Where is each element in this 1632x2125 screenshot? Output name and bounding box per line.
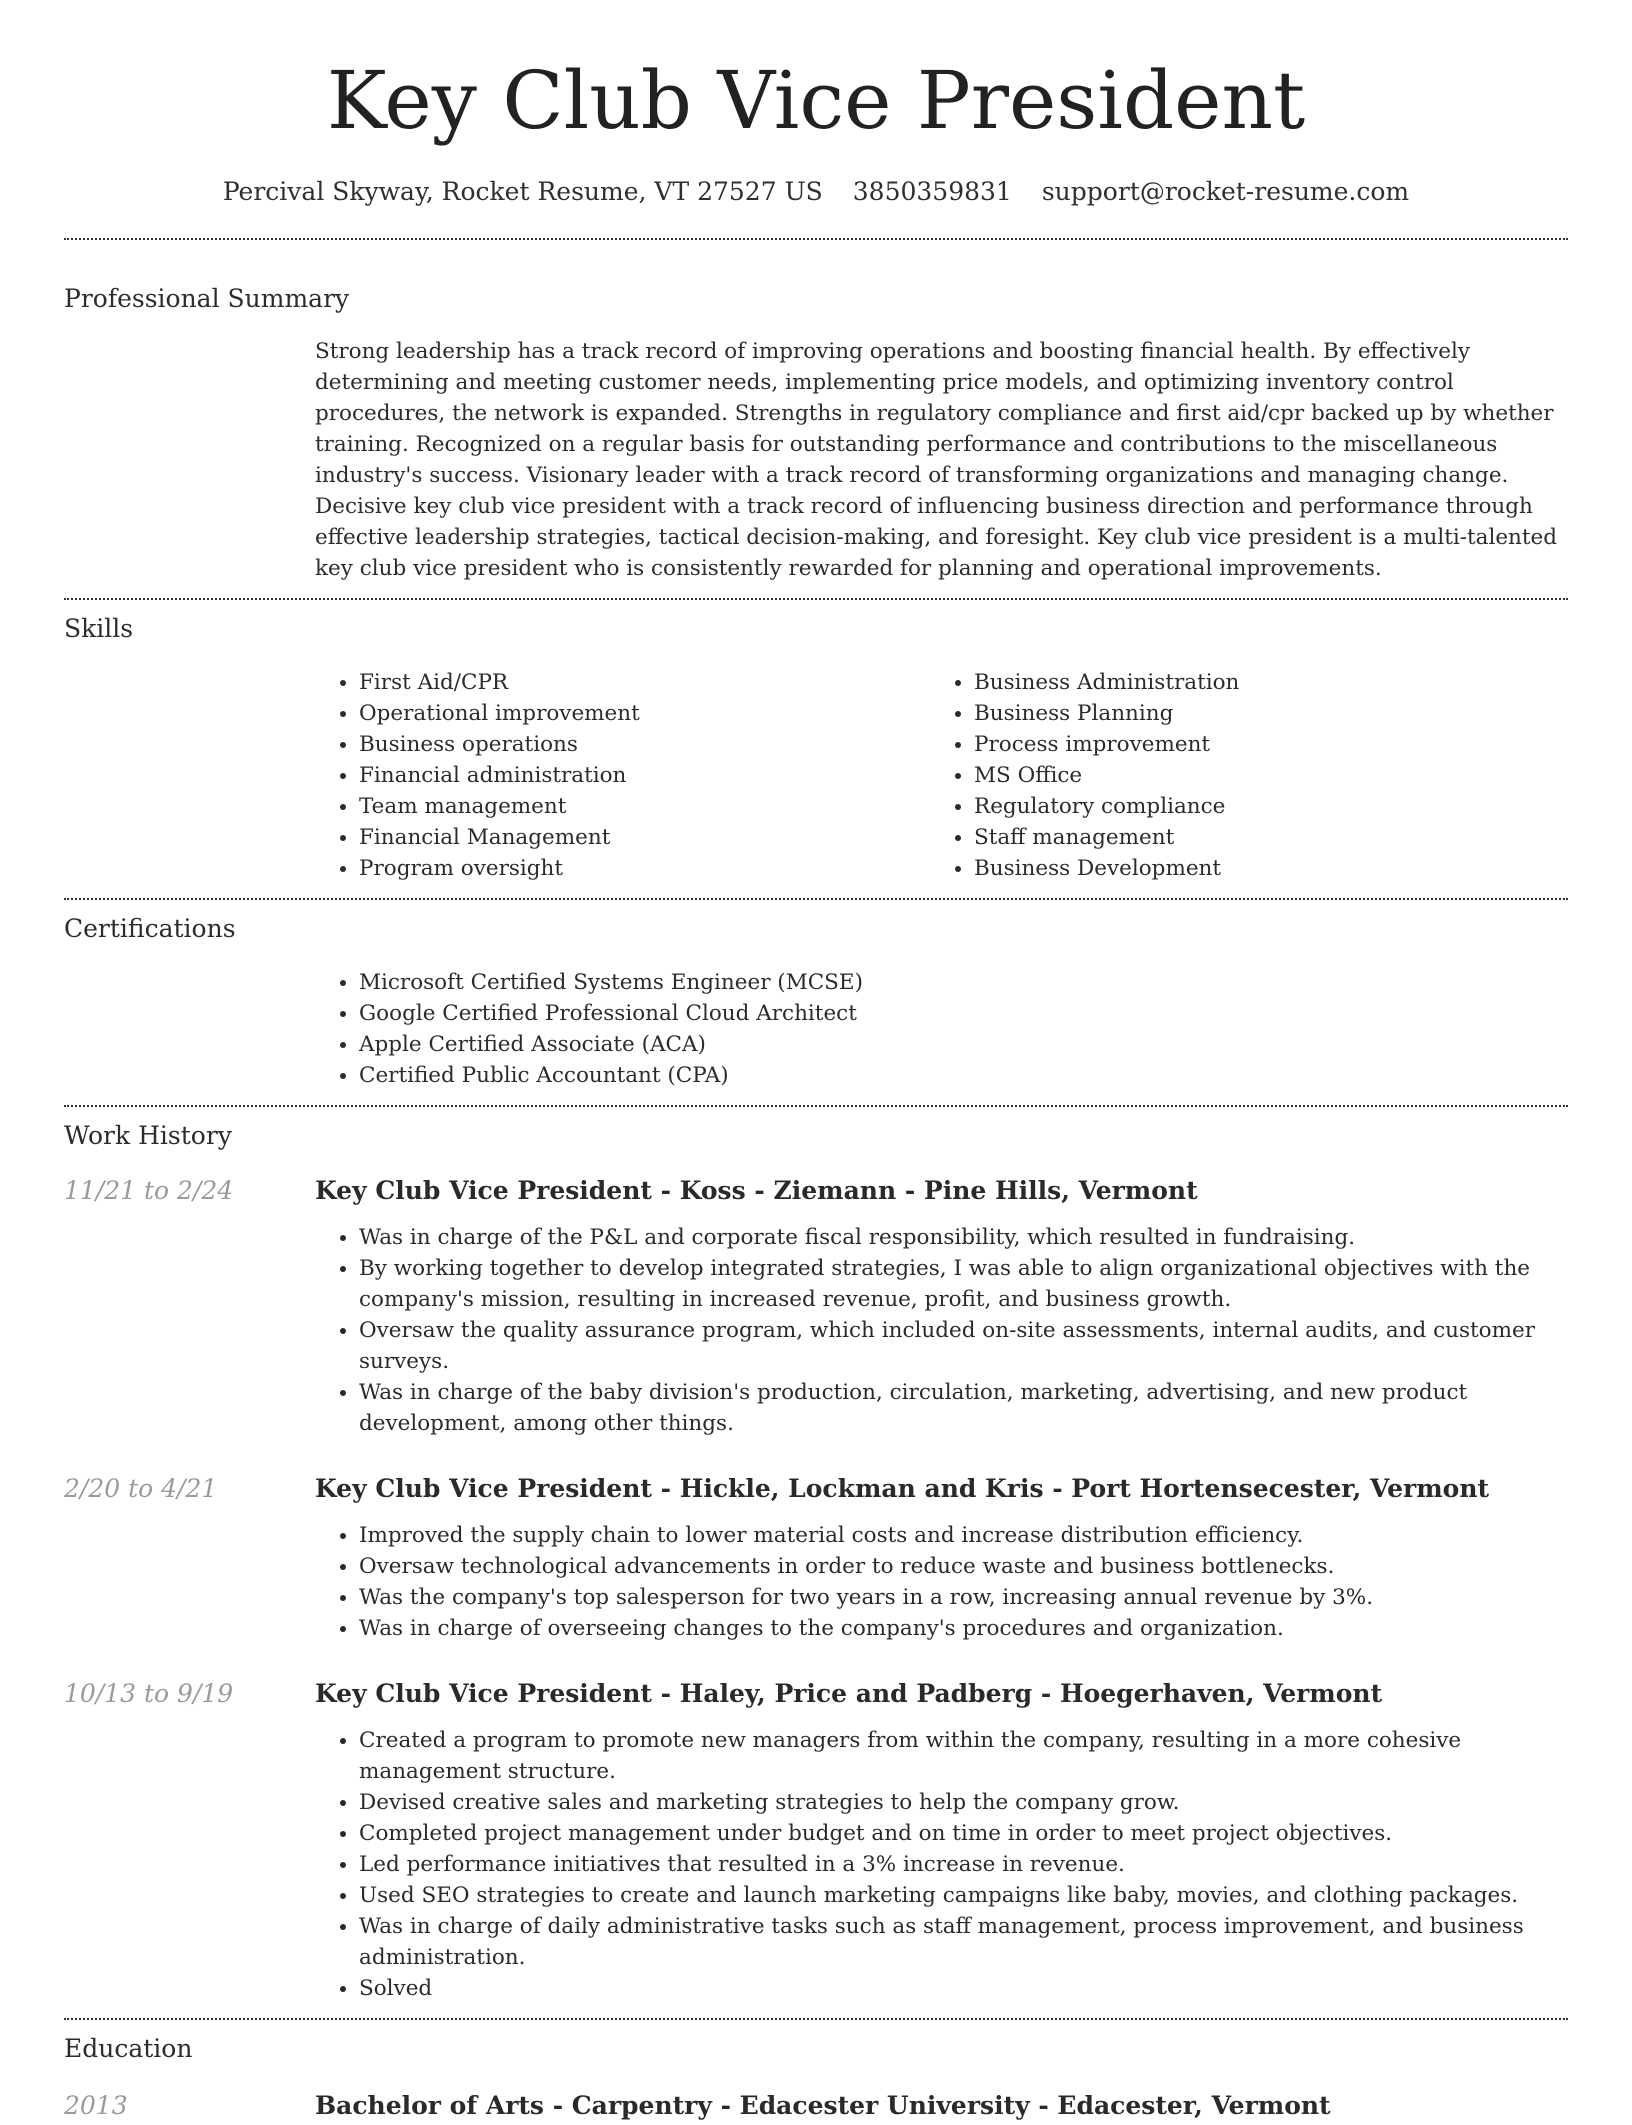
education-body (315, 2087, 1568, 2125)
education-section (64, 2020, 1568, 2125)
job-bullet: • By working together to develop integrated strategies, I was able to align organizational objectives with the company's mission, resulting in increased revenue, profit, and business growth. (359, 1253, 1568, 1315)
section-title-summary: Professional Summary (64, 284, 350, 313)
job-bullets (315, 1725, 1568, 2004)
skill-item: • Regulatory compliance (974, 791, 1545, 822)
job-date: 2/20 to 4/21 (64, 1474, 218, 1503)
skill-item: • Business Development (974, 853, 1545, 884)
skills-section (64, 600, 1568, 898)
skill-item: • Business operations (359, 729, 930, 760)
skills-list-left (315, 667, 930, 884)
job-bullet: • Was in charge of the baby division's production, circulation, marketing, advertising, and new product development, among other things. (359, 1377, 1568, 1439)
education-date: 2013 (64, 2091, 128, 2120)
certification-item: • Apple Certified Associate (ACA) (359, 1029, 1568, 1060)
section-title-skills: Skills (64, 614, 134, 643)
contact-email: support@rocket-resume.com (1041, 177, 1410, 206)
certifications-list (315, 967, 1568, 1091)
skills-grid (315, 667, 1568, 898)
education-entry (64, 2087, 1568, 2125)
job-title: Key Club Vice President - Haley, Price and Padberg - Hoegerhaven, Vermont (315, 1679, 1383, 1708)
job-bullet: • Devised creative sales and marketing strategies to help the company grow. (359, 1787, 1568, 1818)
skill-item: • Program oversight (359, 853, 930, 884)
job-entry (64, 1172, 1568, 1439)
skill-item: • First Aid/CPR (359, 667, 930, 698)
job-bullet: • Completed project management under budget and on time in order to meet project objectives. (359, 1818, 1568, 1849)
job-bullet: • Created a program to promote new managers from within the company, resulting in a more cohesive management structure. (359, 1725, 1568, 1787)
job-body (315, 1172, 1568, 1439)
job-bullet: • Led performance initiatives that resulted in a 3% increase in revenue. (359, 1849, 1568, 1880)
job-bullet: • Oversaw technological advancements in order to reduce waste and business bottlenecks. (359, 1551, 1568, 1582)
education-title: Bachelor of Arts - Carpentry - Edacester University - Edacester, Vermont (315, 2091, 1331, 2120)
job-bullets (315, 1520, 1568, 1644)
summary-text: Strong leadership has a track record of improving operations and boosting financial health. By effectively determining and meeting customer needs, implementing price models, and optimizing inventory control procedures, the network is expanded. Strengths in regulatory compliance and first aid/cpr backed up by whether training. Recognized on a regular basis for outstanding performance and contributions to the miscellaneous industry's success. Visionary leader with a track record of transforming organizations and managing change. Decisive key club vice president with a track record of influencing business direction and performance through effective leadership strategies, tactical decision-making, and foresight. Key club vice president is a multi-talented key club vice president who is consistently rewarded for planning and operational improvements. (315, 339, 1558, 581)
certification-item: • Certified Public Accountant (CPA) (359, 1060, 1568, 1091)
skill-item: • Operational improvement (359, 698, 930, 729)
skill-item: • Process improvement (974, 729, 1545, 760)
job-bullet: • Improved the supply chain to lower material costs and increase distribution efficiency. (359, 1520, 1568, 1551)
job-bullet: • Was in charge of the P&L and corporate fiscal responsibility, which resulted in fundraising. (359, 1222, 1568, 1253)
job-title: Key Club Vice President - Koss - Ziemann - Pine Hills, Vermont (315, 1176, 1198, 1205)
skills-list-right (930, 667, 1545, 884)
job-body (315, 1675, 1568, 2004)
resume-header (64, 0, 1568, 212)
section-title-education: Education (64, 2034, 193, 2063)
job-title: Key Club Vice President - Hickle, Lockman and Kris - Port Hortensecester, Vermont (315, 1474, 1490, 1503)
certifications-section (64, 900, 1568, 1105)
certification-item: • Google Certified Professional Cloud Architect (359, 998, 1568, 1029)
contact-phone: 3850359831 (852, 177, 1012, 206)
job-bullets (315, 1222, 1568, 1439)
job-date: 10/13 to 9/19 (64, 1679, 234, 1708)
skill-item: • Team management (359, 791, 930, 822)
job-bullet: • Solved (359, 1973, 1568, 2004)
contact-address: Percival Skyway, Rocket Resume, VT 27527 US (222, 177, 823, 206)
candidate-name: Key Club Vice President (326, 54, 1306, 147)
skill-item: • MS Office (974, 760, 1545, 791)
skill-item: • Business Administration (974, 667, 1545, 698)
skill-item: • Staff management (974, 822, 1545, 853)
job-body (315, 1470, 1568, 1644)
job-entry (64, 1675, 1568, 2004)
contact-line (64, 172, 1568, 212)
certification-item: • Microsoft Certified Systems Engineer (MCSE) (359, 967, 1568, 998)
section-title-work: Work History (64, 1121, 232, 1150)
job-date: 11/21 to 2/24 (64, 1176, 234, 1205)
job-bullet: • Was the company's top salesperson for two years in a row, increasing annual revenue by 3%. (359, 1582, 1568, 1613)
professional-summary-section (64, 240, 1568, 598)
job-bullet: • Was in charge of daily administrative tasks such as staff management, process improvement, and business administration. (359, 1911, 1568, 1973)
skill-item: • Financial administration (359, 760, 930, 791)
job-bullet: • Oversaw the quality assurance program, which included on-site assessments, internal audits, and customer surveys. (359, 1315, 1568, 1377)
section-title-certifications: Certifications (64, 914, 236, 943)
certifications-content (315, 967, 1568, 1105)
skill-item: • Financial Management (359, 822, 930, 853)
job-bullet: • Was in charge of overseeing changes to the company's procedures and organization. (359, 1613, 1568, 1644)
skill-item: • Business Planning (974, 698, 1545, 729)
work-history-section (64, 1107, 1568, 2018)
job-bullet: • Used SEO strategies to create and launch marketing campaigns like baby, movies, and clothing packages. (359, 1880, 1568, 1911)
job-entry (64, 1470, 1568, 1644)
resume-page (64, 0, 1568, 2125)
